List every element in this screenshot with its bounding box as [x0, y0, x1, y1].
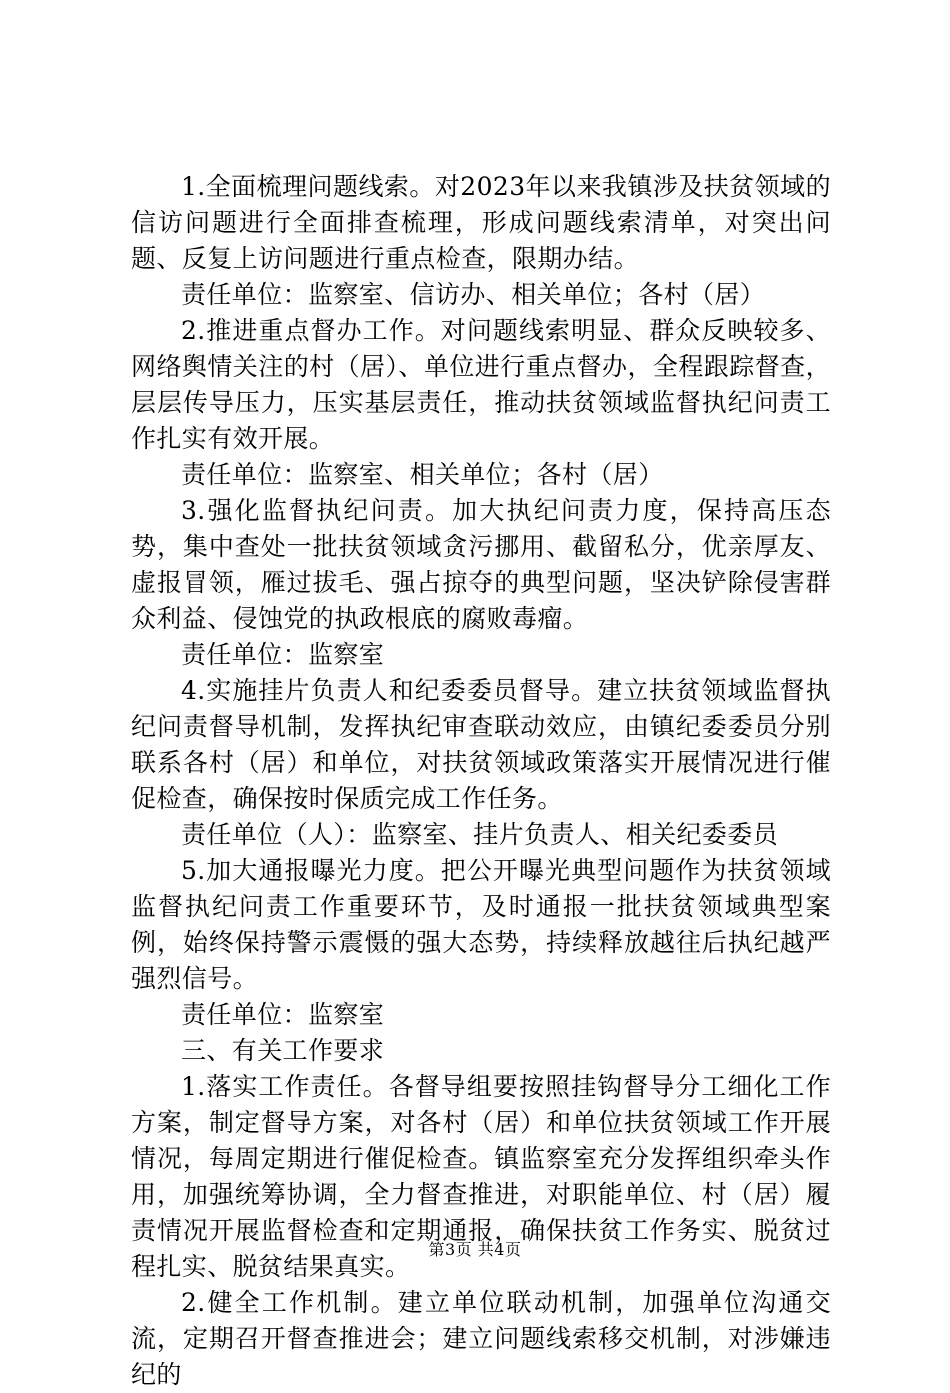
paragraph-item-1: 1.全面梳理问题线索。对2023年以来我镇涉及扶贫领域的信访问题进行全面排查梳理，形成问题线索清单，对突出问题、反复上访问题进行重点检查，限期办结。	[131, 172, 831, 273]
responsibility-line-5: 责任单位：监察室	[181, 1000, 385, 1029]
paragraph-item-3: 3.强化监督执纪问责。加大执纪问责力度，保持高压态势，集中查处一批扶贫领域贪污挪用、截留私分，优亲厚友、虚报冒领，雁过拔毛、强占掠夺的典型问题，坚决铲除侵害群众利益、侵蚀党的执政根底的腐败毒瘤。	[131, 496, 831, 633]
paragraph-item-4: 4.实施挂片负责人和纪委委员督导。建立扶贫领域监督执纪问责督导机制，发挥执纪审查联动效应，由镇纪委委员分别联系各村（居）和单位，对扶贫领域政策落实开展情况进行催促检查，确保按时保质完成工作任务。	[131, 676, 831, 813]
paragraph-item-5: 5.加大通报曝光力度。把公开曝光典型问题作为扶贫领域监督执纪问责工作重要环节，及时通报一批扶贫领域典型案例，始终保持警示震慑的强大态势，持续释放越往后执纪越严强烈信号。	[131, 856, 831, 993]
paragraph-item-2: 2.推进重点督办工作。对问题线索明显、群众反映较多、网络舆情关注的村（居）、单位进行重点督办，全程跟踪督查，层层传导压力，压实基层责任，推动扶贫领域监督执纪问责工作扎实有效开展。	[131, 316, 831, 453]
responsibility-line-3: 责任单位：监察室	[181, 640, 385, 669]
responsibility-line-2: 责任单位：监察室、相关单位；各村（居）	[181, 460, 664, 489]
responsibility-line-1: 责任单位：监察室、信访办、相关单位；各村（居）	[181, 280, 766, 309]
responsibility-line-4: 责任单位（人）：监察室、挂片负责人、相关纪委委员	[181, 820, 779, 849]
section-heading: 三、有关工作要求	[181, 1036, 385, 1065]
page-number: 第3页 共4页	[428, 1240, 522, 1259]
requirement-item-1: 1.落实工作责任。各督导组要按照挂钩督导分工细化工作方案，制定督导方案，对各村（居）和单位扶贫领域工作开展情况，每周定期进行催促检查。镇监察室充分发挥组织牵头作用，加强统筹协调，全力督查推进，对职能单位、村（居）履责情况开展监督检查和定期通报，确保扶贫工作务实、脱贫过程扎实、脱贫结果真实。	[131, 1072, 831, 1281]
requirement-item-2: 2.健全工作机制。建立单位联动机制，加强单位沟通交流，定期召开督查推进会；建立问题线索移交机制，对涉嫌违纪的	[131, 1288, 831, 1389]
page-footer	[0, 1240, 950, 1260]
document-body	[131, 169, 831, 1393]
